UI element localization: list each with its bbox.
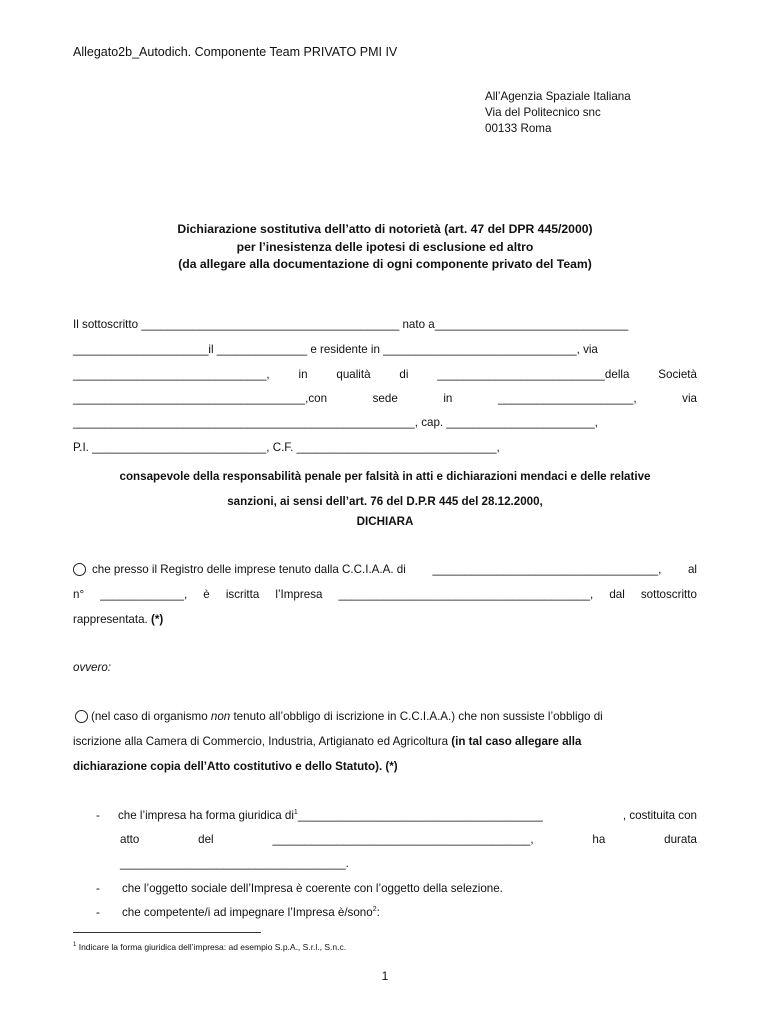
or-label: ovvero: [73,661,112,674]
awareness-line: sanzioni, ai sensi dell’art. 76 del D.P.R 445 del 28.12.2000, [227,494,543,508]
word: è [203,588,210,601]
blank-field: ______________________________ [434,318,629,331]
bullet-dash: - [96,809,100,822]
bullet-3: che competente/i ad impegnare l’Impresa è/sono$^2$: [122,906,380,919]
word: n° [73,588,85,601]
bullet-1-line-2: atto del ________________________________________, ha durata [120,833,697,846]
footnote-number: 1 [73,942,77,949]
bullet-dash: - [96,882,100,895]
word: di [399,368,409,381]
form-line-3 [73,368,697,381]
form-line-4 [73,392,697,405]
footnote-ref[interactable]: 1 [293,809,298,817]
option1-line-1 [73,563,697,576]
label-sottoscritto: Il sottoscritto [73,318,139,331]
blank-field: _______________________________, [296,441,500,454]
declares-heading: DICHIARA [356,515,414,528]
word: in [443,392,453,405]
form-line-1 [73,318,697,331]
option1-line-2 [73,588,697,601]
word: Società [658,368,697,381]
recipient-address [485,89,631,137]
recipient-line: All’Agenzia Spaziale Italiana [485,90,631,103]
blank-field: _______________________________________, [338,588,594,601]
label-residente: e residente in [310,343,380,356]
recipient-line: 00133 Roma [485,122,552,135]
bullet-1-line-1: che l’impresa ha forma giuridica $di^1\_\_\_\_\_\_\_\_\_\_\_\_\_\_\_\_\_\_\_\_\_\_\_\_\_\_\_\_\_\_\_\_\_\_\_\_\_\_$ , costituita con [118,809,697,822]
blank-field: ___________________________, [92,441,270,454]
blank-field: _____________________il [73,343,214,356]
blank-field: ______________ [216,343,308,356]
option2-line-2: iscrizione alla Camera di Commercio, Industria, Artigianato ed Agricoltura (in tal caso allegare alla [73,735,582,748]
blank-field: ______________________________, [383,343,580,356]
awareness-line: consapevole della responsabilità penale per falsità in atti e dichiarazioni mendaci e delle relative [119,470,651,483]
radio-circle-icon[interactable] [73,563,86,576]
title-line: per l’inesistenza delle ipotesi di esclusione ed altro [236,239,534,254]
label-cap: cap. [421,416,444,429]
option1-line-3 [73,613,697,626]
word: sottoscritto [640,588,697,601]
footnote-ref[interactable]: 2 [372,906,377,914]
word: sede [372,392,398,405]
form-line-6 [73,441,697,454]
bullet-2: che l’oggetto sociale dell’Impresa è coerente con l’oggetto della selezione. [122,882,503,895]
word: via [682,392,697,405]
blank-field: _____________, [100,588,188,601]
title-line: (da allegare alla documentazione di ogni componente privato del Team) [178,257,592,271]
label-pi: P.I. [73,441,89,454]
word: dal [609,588,625,601]
footnote-separator [73,932,261,933]
form-line-2 [73,343,697,356]
option1-text: che presso il Registro delle imprese tenuto dalla C.C.I.A.A. di [73,563,406,576]
word: in [298,368,308,381]
word: al [687,563,697,576]
word: iscritta [225,588,260,601]
word: qualità [336,368,371,381]
label-nato: nato a [402,318,435,331]
italic-word: non [210,710,231,723]
blank-field: ___________________________________, [432,563,662,576]
blank-field: ______________________________, [73,368,270,381]
blank-field: _____________________, [497,392,637,405]
blank-field: ________________________________________ [141,318,400,331]
option2-line-3: dichiarazione copia dell’Atto costitutivo e dello Statuto). (*) [73,760,398,773]
blank-field: _______________________, [446,416,598,429]
option2-line-1: (nel caso di organismo non tenuto all’obbligo di iscrizione in C.C.I.A.A.) che non sussiste l’obbligo di [75,710,697,723]
asterisk-note: (*) [151,613,164,626]
bullet-dash: - [96,906,100,919]
bold-note: (in tal caso allegare alla [451,735,582,748]
document-title [0,221,770,274]
document-reference: Allegato2b_Autodich. Componente Team PRIVATO PMI IV [73,45,398,59]
blank-field: __________________________della [437,368,630,381]
footnote-text: Indicare la forma giuridica dell’impresa: ad esempio S.p.A., S.r.l., S.n.c. [78,942,347,952]
radio-circle-icon[interactable] [75,710,88,723]
recipient-line: Via del Politecnico snc [485,106,601,119]
word: rappresentata. [73,613,148,626]
label-via: via [583,343,598,356]
word: l’Impresa [275,588,323,601]
label-cf: C.F. [272,441,294,454]
awareness-statement [0,465,770,514]
bullet-1-line-3: ___________________________________. [120,857,349,870]
blank-field: ____________________________________,con [73,392,328,405]
blank-field: _____________________________________________________, [73,416,418,429]
title-line: Dichiarazione sostitutiva dell’atto di notorietà (art. 47 del DPR 445/2000) [177,222,593,236]
form-line-5 [73,416,697,429]
page-number: 1 [381,969,389,983]
footnote [73,942,346,952]
